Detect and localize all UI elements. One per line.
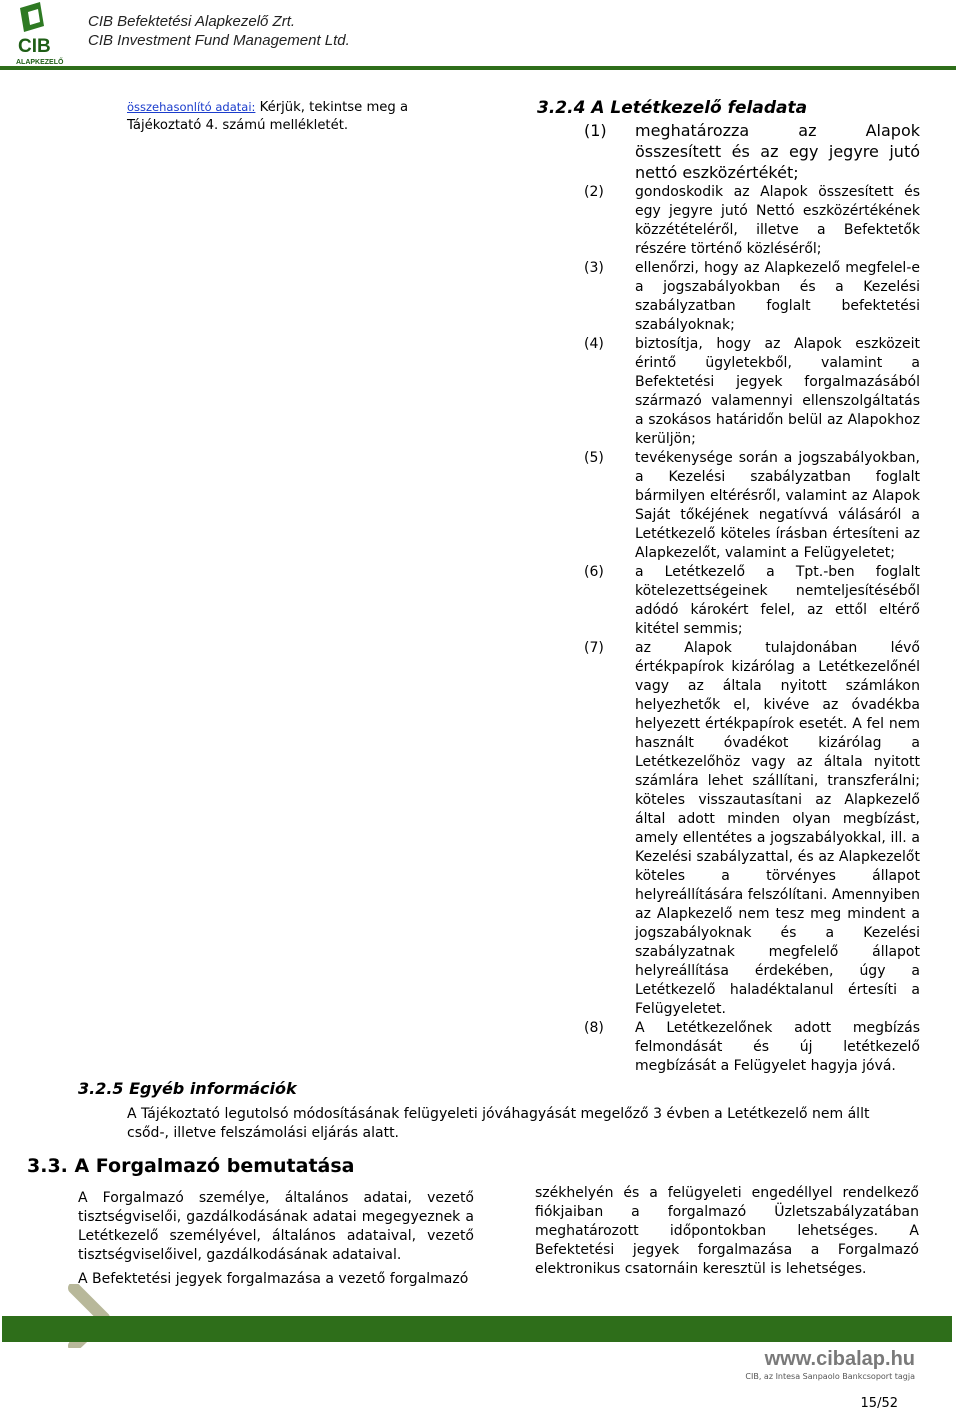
left-note-text: Kérjük, tekintse meg a Tájékoztató 4. számú mellékletét. <box>127 100 409 133</box>
section-325-title: 3.2.5 Egyéb információk <box>78 1079 297 1098</box>
logo-text: CIB <box>18 36 51 57</box>
company-name-hu: CIB Befektetési Alapkezelő Zrt. <box>88 13 296 30</box>
company-name <box>88 12 350 50</box>
footer-bar <box>2 1316 952 1342</box>
section-33-title: 3.3. A Forgalmazó bemutatása <box>27 1155 355 1177</box>
page-footer <box>0 1284 960 1412</box>
list-item: (7) az Alapok tulajdonában lévő értékpapírok kizárólag a Letétkezelőnél vagy az általa nyitott számlákon helyezhetők el, kivéve az óvadékba helyezett értékpapírok esetét. A fel nem használt óvadékot kizárólag a Letétkezelőhöz vagy az általa nyitott számlára lehet szállítani, transzferálni; köteles visszautasítani az Alapkezelő által adott minden olyan megbízást, amely ellentétes a jogszabályokkal, ill. a Kezelési szabályzattal, és az Alapkezelőt köteles a törvényes állapot helyreállítására felszólítani. Amennyiben az Alapkezelő nem tesz meg mindent a jogszabályoknak és a Kezelési szabályzatnak megfelelő állapot helyreállítása érdekében, úgy a Letétkezelő haladéktalanul értesíti a Felügyeletet. <box>584 640 920 1017</box>
section-325-text: A Tájékoztató legutolsó módosításának felügyeleti jóváhagyását megelőző 3 évben a Letétkezelő nem állt csőd-, illetve felszámolási eljárás alatt. <box>127 1106 870 1141</box>
comparison-data-link[interactable]: összehasonlító adatai: <box>127 100 256 114</box>
distributor-right-p: székhelyén és a felügyeleti engedéllyel rendelkező fiókjaiban a forgalmazó Üzletszabályzatában meghatározott időpontokban lehetséges. A Befektetési jegyek forgalmazása a Forgalmazó elektronikus csatornáin keresztül is lehetséges. <box>535 1185 919 1277</box>
page-header <box>0 0 960 72</box>
list-item: (4) biztosítja, hogy az Alapok eszközeit érintő ügyletekből, valamint a Befektetési jegyek forgalmazásából származó valamennyi ellenszolgáltatás a szokásos határidőn belül az Alapokhoz kerüljön; <box>584 336 920 447</box>
list-item: (3) ellenőrzi, hogy az Alapkezelő megfelel-e a jogszabályokban és a Kezelési szabályzatban foglalt befektetési szabályoknak; <box>584 260 920 333</box>
website-link[interactable]: www.cibalap.hu <box>764 1348 915 1370</box>
company-name-en: CIB Investment Fund Management Ltd. <box>88 32 350 49</box>
distributor-left-p2: A Befektetési jegyek forgalmazása a vezető forgalmazó <box>78 1271 469 1287</box>
cib-logo-icon <box>14 2 74 66</box>
list-item: (8) A Letétkezelőnek adott megbízás felmondását és új letétkezelő megbízását a Felügyelet hagyja jóvá. <box>584 1020 920 1074</box>
page-number: 15/52 <box>860 1396 898 1411</box>
custodian-duties-list <box>584 120 920 1076</box>
left-note <box>127 98 475 135</box>
list-item: (2) gondoskodik az Alapok összesített és egy jegyre jutó Nettó eszközértékének közzétételéről, illetve a Befektetők részére történő közléséről; <box>584 184 920 257</box>
list-item: (1) meghatározza az Alapok összesített és az egy jegyre jutó nettó eszközértékét; <box>584 121 920 182</box>
distributor-left-p1: A Forgalmazó személye, általános adatai, vezető tisztségviselői, gazdálkodásának adatai megegyeznek a Letétkezelő személyével, általános adataival, vezető tisztségviselőivel, gazdálkodásának adataival. <box>78 1190 474 1263</box>
section-324-title: 3.2.4 A Letétkezelő feladata <box>537 98 808 118</box>
logo-subtext: ALAPKEZELŐ <box>16 59 64 66</box>
list-item: (6) a Letétkezelő a Tpt.-ben foglalt kötelezettségeinek nemteljesítéséből adódó károkért felel, az ettől eltérő kitétel semmis; <box>584 564 920 637</box>
list-item: (5) tevékenysége során a jogszabályokban, a Kezelési szabályzatban foglalt bármilyen eltérésről, valamint az Alapok Saját tőkéjének negatívvá válásáról a Letétkezelő köteles írásban értesíteni az Alapkezelőt, valamint a Felügyeletet; <box>584 450 920 561</box>
footer-subtitle: CIB, az Intesa Sanpaolo Bankcsoport tagja <box>745 1372 915 1381</box>
header-divider <box>0 66 956 70</box>
